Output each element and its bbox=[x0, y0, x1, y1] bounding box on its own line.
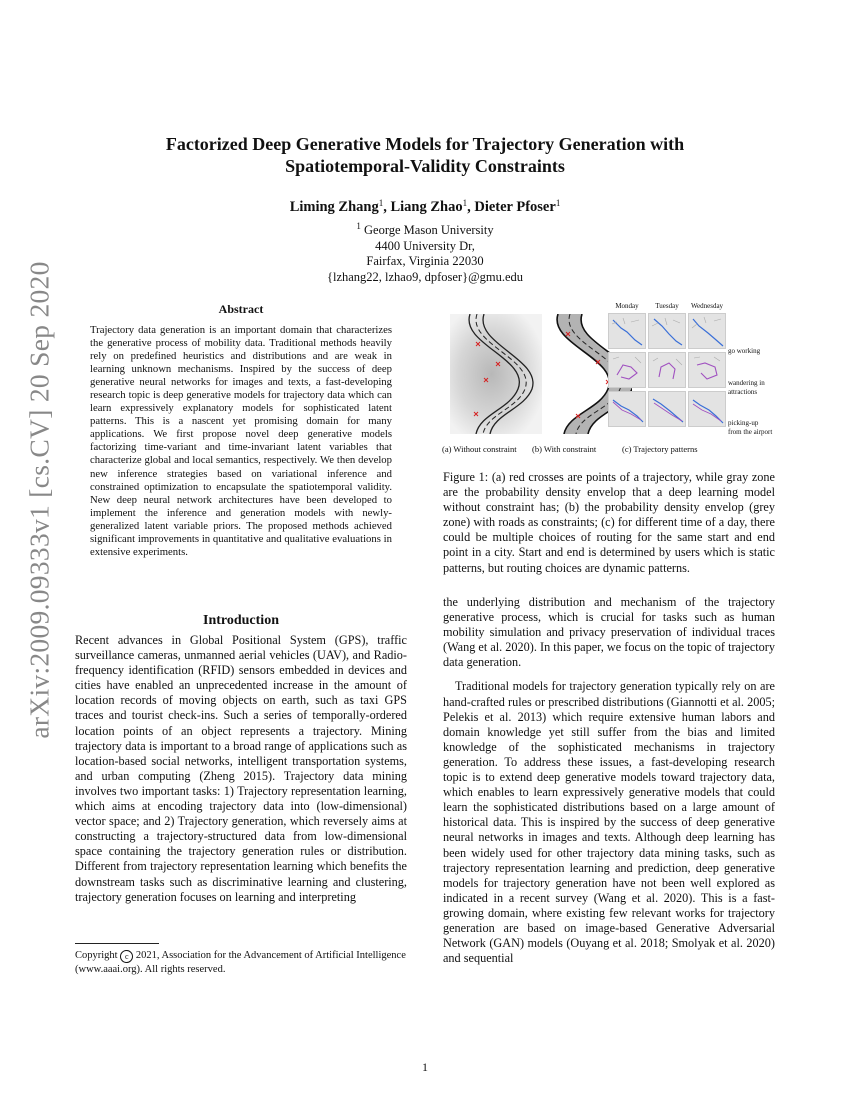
copyright-icon: c bbox=[120, 950, 133, 963]
author-name: Dieter Pfoser bbox=[474, 199, 556, 215]
abstract-text: Trajectory data generation is an important domain that characterizes the generative process of mobility data. Traditional methods heavily rely on predefined heuristics and distributions and are weak in learning unknown mechanisms. Inspired by the success of deep generative neural networks for images and texts, a fast-developing research topic is deep generative models for trajectory data which can learn expressively explanatory models for sophisticated latent patterns. This is a nascent yet promising domain for many applications. We first propose novel deep generative models factorizing time-variant and time-invariant latent variables that characterize global and local semantics, respectively. We then develop new inference strategies based on variational inference and constrained optimization to encapsulate the spatiotemporal validity. New deep neural network architectures have been developed to implement the inference and generation models with newly-generalized latent variable priors. The proposed methods achieved significant improvements in quantitative and qualitative evaluations in extensive experiments. bbox=[90, 324, 392, 558]
copyright-prefix: Copyright bbox=[75, 950, 118, 961]
affil-city: Fairfax, Virginia 22030 bbox=[366, 254, 484, 268]
footnote-rule bbox=[75, 943, 159, 944]
subcaption-c: (c) Trajectory patterns bbox=[622, 444, 698, 454]
row-label-go-working: go working bbox=[728, 347, 761, 355]
title-line-2: Spatiotemporal-Validity Constraints bbox=[285, 156, 565, 176]
map-cell bbox=[688, 391, 726, 427]
introduction-heading: Introduction bbox=[203, 613, 279, 628]
paragraph: Traditional models for trajectory generation typically rely on are hand-crafted rules or prescribed distributions (Giannotti et al. 2005; Pelekis et al. 2013) which require extensive human labors and domain knowledge yet still suffer from the bias and limited knowledge of the sophisticated mechanisms in trajectory generation. To address these issues, a fast-developing research topic is to extend deep generative models toward trajectory data, which enables to learn expressively generative models that could learn the sophisticated distributions based on a large amount of historical data. This is inspired by the success of deep generative neural networks in images and texts. Although deep learning has been widely used for other trajectory data mining tasks, such as trajectory representation learning and prediction, deep generative models for trajectory generation have not been well explored as indicated in a recent survey (Wang et al. 2020). This is a fast-growing domain, where existing few relevant works for trajectory generation are based on image-based Generative Adversarial Network (GAN) models (Ouyang et al. 2018; Smolyak et al. 2020) and sequential bbox=[443, 679, 775, 966]
title-line-1: Factorized Deep Generative Models for Trajectory Generation with bbox=[165, 134, 685, 154]
map-cell bbox=[608, 352, 646, 388]
subcaption-b: (b) With constraint bbox=[532, 444, 597, 454]
copyright-footnote bbox=[75, 949, 407, 976]
author-list bbox=[100, 198, 750, 216]
map-cell bbox=[648, 391, 686, 427]
affiliation bbox=[200, 219, 650, 285]
author-name: Liming Zhang bbox=[289, 199, 379, 215]
author-affil-mark: 1 bbox=[378, 198, 384, 208]
map-cell bbox=[648, 352, 686, 388]
map-cell bbox=[608, 313, 646, 349]
page-number: 1 bbox=[422, 1060, 428, 1074]
map-cell bbox=[688, 352, 726, 388]
arxiv-id: arXiv:2009.09333v1 [cs.CV] 20 Sep 2020 bbox=[24, 261, 55, 739]
map-cell bbox=[608, 391, 646, 427]
paragraph: the underlying distribution and mechanism of the trajectory generative process, which is crucial for tasks such as human mobility simulation and privacy preservation of individual traces (Wang et al. 2020). In this paper, we focus on the topic of trajectory data generation. bbox=[443, 595, 775, 670]
day-label: Wednesday bbox=[690, 302, 724, 310]
day-label: Tuesday bbox=[655, 302, 679, 310]
author-separator: , bbox=[383, 199, 391, 215]
author-affil-mark: 1 bbox=[555, 198, 561, 208]
row-label-airport: picking-up from the airport bbox=[728, 419, 773, 436]
map-cell bbox=[688, 313, 726, 349]
figure-1-caption: Figure 1: (a) red crosses are points of a trajectory, while gray zone are the probability density envelop that a deep learning model without constraint has; (b) the probability density envelop (grey zone) with roads as constraints; (c) for different time of a day, there could be multiple choices of routing for the same start and end point in a city. Start and end is determined by users which is static patterns, but routing choices are dynamic patterns. bbox=[443, 470, 775, 575]
figure-1c-trajectory-patterns bbox=[608, 302, 785, 437]
figure-1a-plot bbox=[450, 314, 542, 434]
affil-mark: 1 bbox=[356, 221, 361, 231]
subcaption-a: (a) Without constraint bbox=[442, 444, 517, 454]
arxiv-stamp bbox=[20, 261, 60, 739]
row-label-wandering: wandering in attractions bbox=[728, 379, 765, 396]
abstract-heading: Abstract bbox=[218, 302, 264, 316]
figure-1 bbox=[440, 302, 785, 462]
copyright-text: 2021, Association for the Advancement of Artificial Intelligence (www.aaai.org). All rights reserved. bbox=[75, 950, 406, 975]
map-cell bbox=[648, 313, 686, 349]
day-label: Monday bbox=[615, 302, 639, 310]
author-affil-mark: 1 bbox=[462, 198, 468, 208]
author-name: Liang Zhao bbox=[390, 199, 463, 215]
density-envelope bbox=[450, 314, 542, 434]
introduction-text: Recent advances in Global Positional System (GPS), traffic surveillance cameras, unmanned aerial vehicles (UAV), and Radio-frequency identification (RFID) sensors embedded in devices and cities have enabled an unprecedented increase in the amount of location records of moving objects on earth, such as taxi GPS traces and tourist check-ins. Such a series of temporally-ordered location points of an object represents a trajectory. Mining trajectory data is important to a broad range of applications such as location-based social networks, intelligent transportation systems, and urban computing (Zheng 2015). Trajectory data mining involves two important tasks: 1) Trajectory representation learning, which aims at encoding trajectory data into (low-dimensional) vector space; and 2) Trajectory generation, which reversely aims at constructing a trajectory-structured data from low-dimensional space containing the trajectory generation rules or distribution. Different from trajectory representation learning which benefits the downstream tasks such as discriminative learning and clustering, trajectory generation focuses on learning and interpreting bbox=[75, 633, 407, 904]
right-column-text bbox=[443, 595, 775, 966]
affil-name: George Mason University bbox=[364, 223, 494, 237]
figure-1a-without-constraint bbox=[450, 314, 542, 434]
author-separator: , bbox=[467, 199, 475, 215]
affil-email: {lzhang22, lzhao9, dpfoser}@gmu.edu bbox=[326, 269, 524, 284]
affil-street: 4400 University Dr, bbox=[375, 238, 475, 253]
paper-title bbox=[100, 133, 750, 177]
